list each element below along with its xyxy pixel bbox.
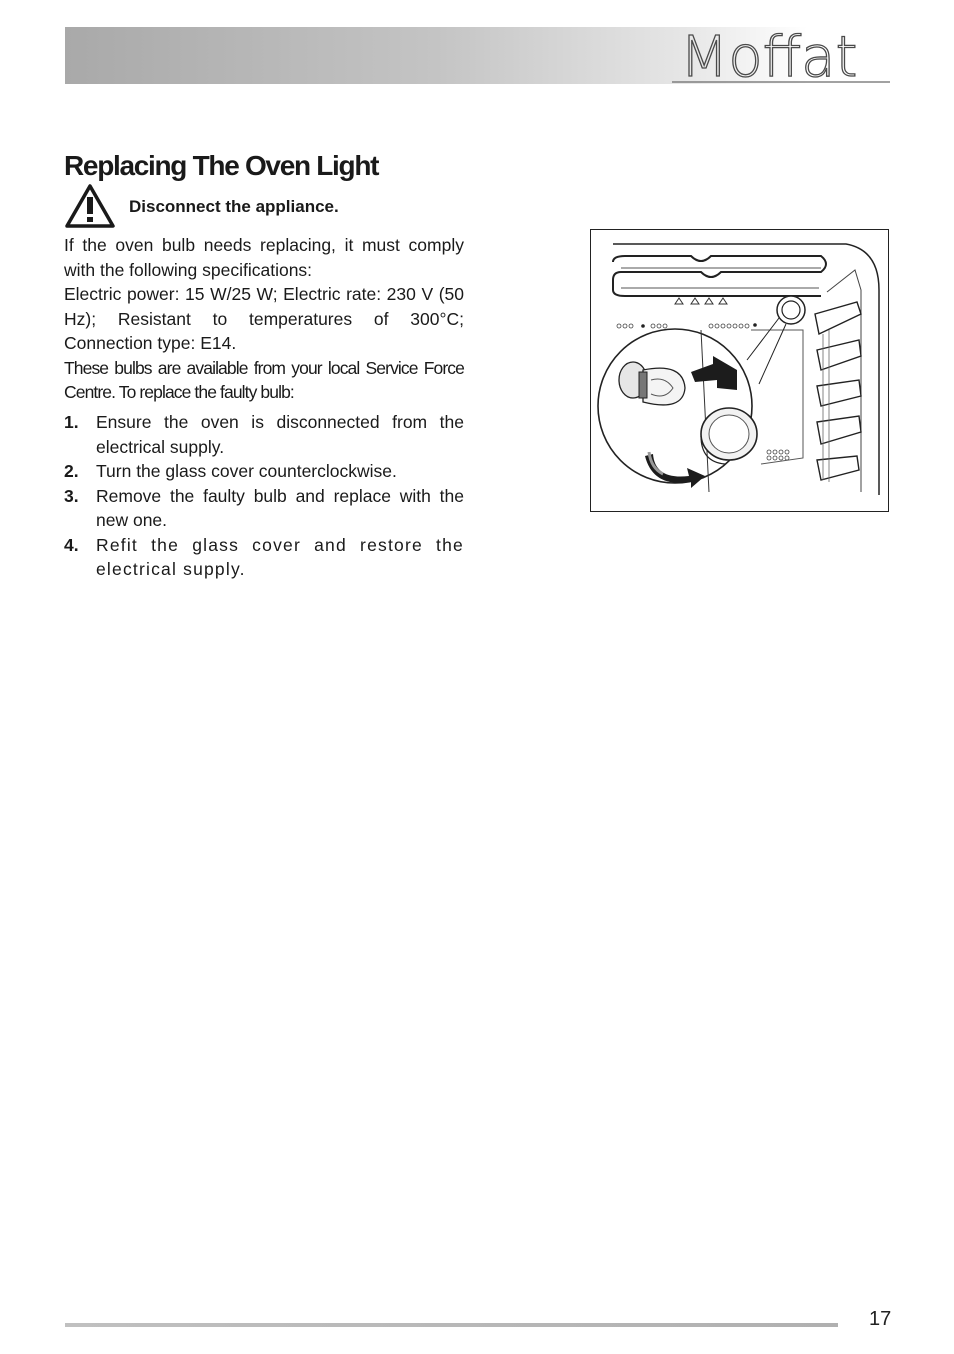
warning-triangle-icon: [64, 183, 116, 229]
list-item: [64, 533, 464, 582]
step-text: Turn the glass cover counterclockwise.: [96, 461, 397, 481]
list-item: [64, 484, 464, 533]
step-text: Refit the glass cover and restore the electrical supply.: [96, 534, 464, 579]
oven-light-replacement-illustration: [591, 230, 887, 510]
page-number: 17: [869, 1308, 892, 1330]
step-number: 2.: [64, 461, 79, 481]
svg-text:Moffat: Moffat: [680, 25, 858, 90]
bulb-requirement-paragraph: If the oven bulb needs replacing, it must comply with the following specifications:: [64, 235, 464, 280]
bulb-availability-paragraph: These bulbs are available from your local Service Force Centre. To replace the faulty bulb:: [64, 357, 464, 402]
step-number: 3.: [64, 485, 79, 506]
oven-light-figure: [590, 229, 889, 512]
step-text: Ensure the oven is disconnected from the electrical supply.: [96, 412, 464, 457]
warning-text: Disconnect the appliance.: [129, 197, 339, 216]
intro-text: [64, 233, 464, 405]
footer-rule: [65, 1323, 838, 1327]
step-number: 4.: [64, 534, 79, 555]
brand-logo: [672, 20, 894, 96]
list-item: [64, 410, 464, 459]
step-number: 1.: [64, 412, 79, 432]
bulb-specifications-paragraph: Electric power: 15 W/25 W; Electric rate: 230 V (50 Hz); Resistant to temperatures of 300°C; Connection type: E14.: [64, 284, 464, 353]
list-item: [64, 459, 464, 484]
step-text: Remove the faulty bulb and replace with the new one.: [96, 485, 464, 530]
section-title: Replacing The Oven Light: [64, 150, 379, 181]
replacement-steps-list: [64, 410, 464, 582]
